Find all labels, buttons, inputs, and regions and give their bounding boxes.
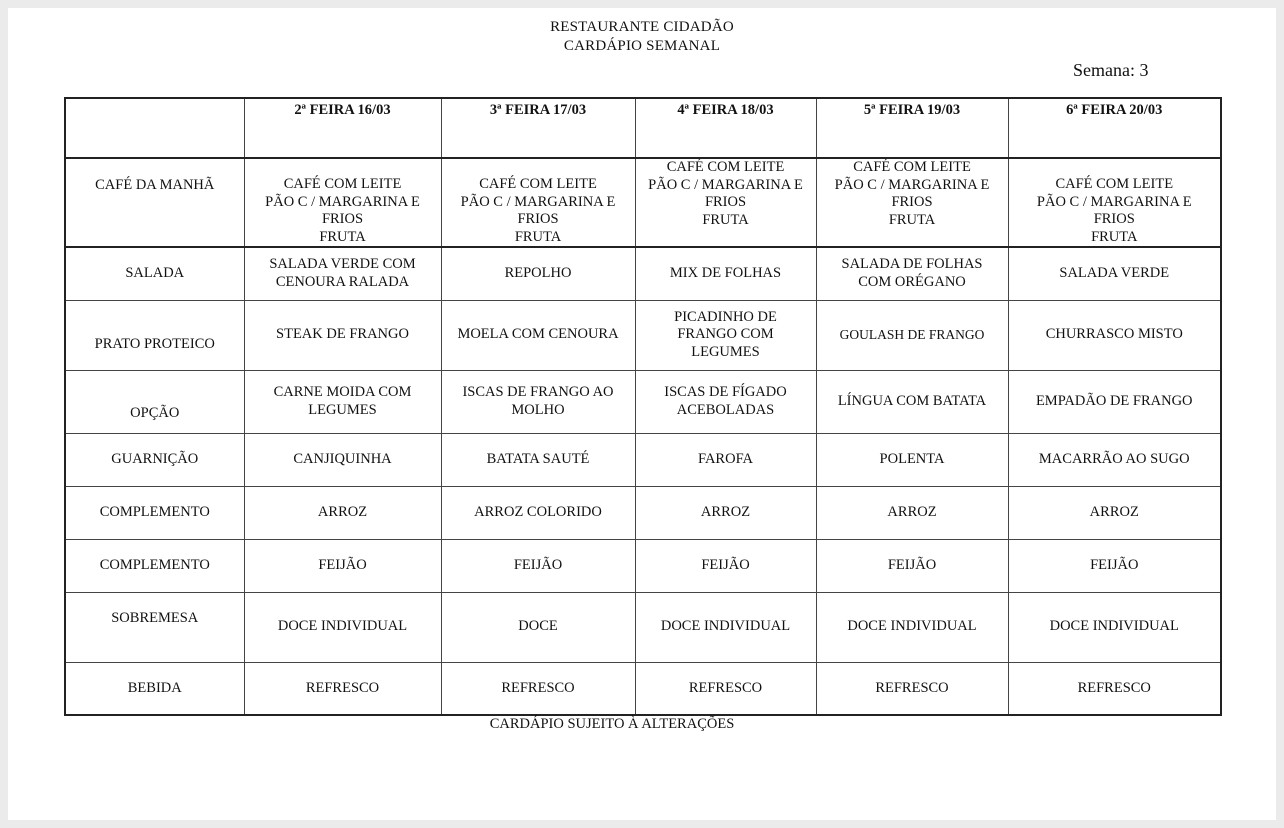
row-label: COMPLEMENTO: [65, 539, 244, 592]
day-header: 4ª FEIRA 18/03: [635, 98, 816, 158]
menu-cell: CAFÉ COM LEITE PÃO C / MARGARINA E FRIOS FRUTA: [816, 158, 1008, 247]
menu-cell: DOCE INDIVIDUAL: [635, 592, 816, 662]
day-header-row: [65, 98, 1221, 158]
corner-cell: [65, 98, 244, 158]
table-row: [65, 300, 1221, 370]
menu-cell: BATATA SAUTÉ: [441, 433, 635, 486]
menu-cell: STEAK DE FRANGO: [244, 300, 441, 370]
menu-cell: ARROZ: [816, 486, 1008, 539]
menu-cell: FEIJÃO: [1008, 539, 1221, 592]
menu-cell: ISCAS DE FÍGADO ACEBOLADAS: [635, 370, 816, 433]
menu-cell: ARROZ: [1008, 486, 1221, 539]
menu-cell: PICADINHO DE FRANGO COM LEGUMES: [635, 300, 816, 370]
menu-cell: REFRESCO: [1008, 662, 1221, 715]
menu-cell: DOCE INDIVIDUAL: [1008, 592, 1221, 662]
footer-note: CARDÁPIO SUJEITO À ALTERAÇÕES: [489, 716, 735, 732]
menu-cell: ISCAS DE FRANGO AO MOLHO: [441, 370, 635, 433]
restaurant-name: RESTAURANTE CIDADÃO: [550, 19, 734, 35]
menu-cell: POLENTA: [816, 433, 1008, 486]
row-label: BEBIDA: [65, 662, 244, 715]
menu-cell: MIX DE FOLHAS: [635, 247, 816, 300]
menu-cell: FAROFA: [635, 433, 816, 486]
table-row: [65, 539, 1221, 592]
table-row: [65, 662, 1221, 715]
menu-cell: CANJIQUINHA: [244, 433, 441, 486]
menu-cell: CAFÉ COM LEITE PÃO C / MARGARINA E FRIOS FRUTA: [441, 158, 635, 247]
table-row: [65, 370, 1221, 433]
day-header: 6ª FEIRA 20/03: [1008, 98, 1221, 158]
row-label: CAFÉ DA MANHÃ: [65, 158, 244, 247]
menu-cell: FEIJÃO: [635, 539, 816, 592]
row-label: GUARNIÇÃO: [65, 433, 244, 486]
table-row: [65, 486, 1221, 539]
weekly-menu-table: [64, 97, 1222, 716]
menu-cell: CHURRASCO MISTO: [1008, 300, 1221, 370]
menu-cell: FEIJÃO: [816, 539, 1008, 592]
menu-cell: DOCE INDIVIDUAL: [244, 592, 441, 662]
menu-cell: DOCE: [441, 592, 635, 662]
menu-cell: ARROZ: [244, 486, 441, 539]
week-number: Semana: 3: [1073, 60, 1149, 80]
menu-cell: SALADA VERDE COM CENOURA RALADA: [244, 247, 441, 300]
menu-subtitle: CARDÁPIO SEMANAL: [563, 38, 721, 54]
menu-cell: MOELA COM CENOURA: [441, 300, 635, 370]
menu-cell: DOCE INDIVIDUAL: [816, 592, 1008, 662]
menu-cell: CAFÉ COM LEITE PÃO C / MARGARINA E FRIOS FRUTA: [635, 158, 816, 247]
menu-cell: ARROZ: [635, 486, 816, 539]
menu-cell: REFRESCO: [816, 662, 1008, 715]
row-label: OPÇÃO: [65, 370, 244, 433]
row-label: COMPLEMENTO: [65, 486, 244, 539]
table-row: [65, 247, 1221, 300]
menu-cell: REFRESCO: [244, 662, 441, 715]
menu-cell: EMPADÃO DE FRANGO: [1008, 370, 1221, 433]
menu-cell: CAFÉ COM LEITE PÃO C / MARGARINA E FRIOS FRUTA: [244, 158, 441, 247]
menu-cell: CARNE MOIDA COM LEGUMES: [244, 370, 441, 433]
day-header: 3ª FEIRA 17/03: [441, 98, 635, 158]
menu-cell: SALADA DE FOLHAS COM ORÉGANO: [816, 247, 1008, 300]
menu-cell: FEIJÃO: [244, 539, 441, 592]
table-row: [65, 592, 1221, 662]
menu-cell: MACARRÃO AO SUGO: [1008, 433, 1221, 486]
menu-cell: LÍNGUA COM BATATA: [816, 370, 1008, 433]
table-row: [65, 158, 1221, 247]
day-header: 2ª FEIRA 16/03: [244, 98, 441, 158]
menu-cell: GOULASH DE FRANGO: [816, 300, 1008, 370]
table-row: [65, 433, 1221, 486]
menu-cell: FEIJÃO: [441, 539, 635, 592]
menu-cell: ARROZ COLORIDO: [441, 486, 635, 539]
row-label: PRATO PROTEICO: [65, 300, 244, 370]
day-header: 5ª FEIRA 19/03: [816, 98, 1008, 158]
menu-cell: SALADA VERDE: [1008, 247, 1221, 300]
menu-cell: REPOLHO: [441, 247, 635, 300]
row-label: SOBREMESA: [65, 592, 244, 662]
menu-cell: CAFÉ COM LEITE PÃO C / MARGARINA E FRIOS FRUTA: [1008, 158, 1221, 247]
menu-cell: REFRESCO: [441, 662, 635, 715]
row-label: SALADA: [65, 247, 244, 300]
menu-cell: REFRESCO: [635, 662, 816, 715]
